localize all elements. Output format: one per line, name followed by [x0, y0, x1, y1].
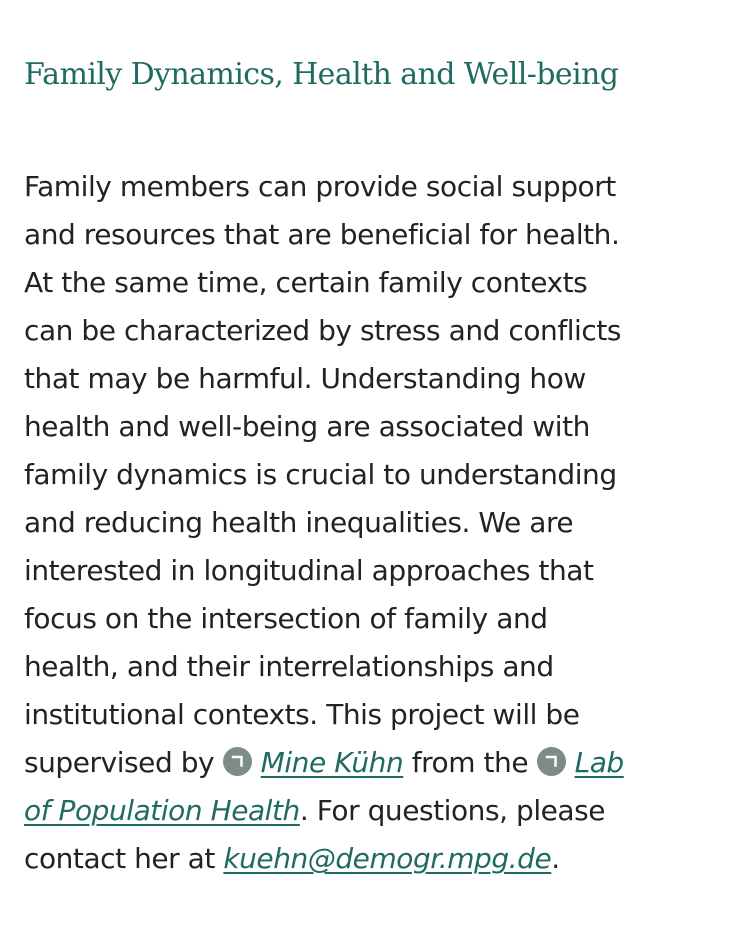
supervisor-link[interactable]: Mine Kühn — [260, 746, 404, 779]
page-title: Family Dynamics, Health and Well-being — [24, 57, 619, 92]
paragraph-line: that may be harmful. Understanding how — [24, 362, 586, 395]
final-period: . — [551, 842, 560, 875]
paragraph-line: interested in longitudinal approaches that — [24, 554, 594, 587]
paragraph-line: institutional contexts. This project will be — [24, 698, 580, 731]
paragraph-line: At the same time, certain family contexts — [24, 266, 588, 299]
paragraph-line — [24, 835, 724, 883]
external-link-icon — [537, 747, 566, 776]
paragraph-line: family dynamics is crucial to understanding — [24, 458, 617, 491]
lab-link[interactable]: of Population Health — [24, 794, 300, 827]
questions-text: . For questions, please — [299, 794, 606, 827]
paragraph-line — [24, 787, 724, 835]
paragraph-line: and resources that are beneficial for health. — [24, 218, 620, 251]
description-paragraph — [24, 163, 724, 883]
lab-link[interactable]: Lab — [574, 746, 624, 779]
contact-text: contact her at — [24, 842, 224, 875]
supervised-by-text: supervised by — [24, 746, 223, 779]
email-link[interactable]: kuehn@demogr.mpg.de — [223, 842, 552, 875]
paragraph-line: can be characterized by stress and conflicts — [24, 314, 621, 347]
external-link-icon — [223, 747, 252, 776]
from-the-text: from the — [403, 746, 537, 779]
paragraph-line: health, and their interrelationships and — [24, 650, 554, 683]
paragraph-line: and reducing health inequalities. We are — [24, 506, 574, 539]
paragraph-line: Family members can provide social support — [24, 170, 616, 203]
paragraph-line — [24, 739, 724, 787]
paragraph-line: focus on the intersection of family and — [24, 602, 548, 635]
paragraph-line: health and well-being are associated with — [24, 410, 590, 443]
